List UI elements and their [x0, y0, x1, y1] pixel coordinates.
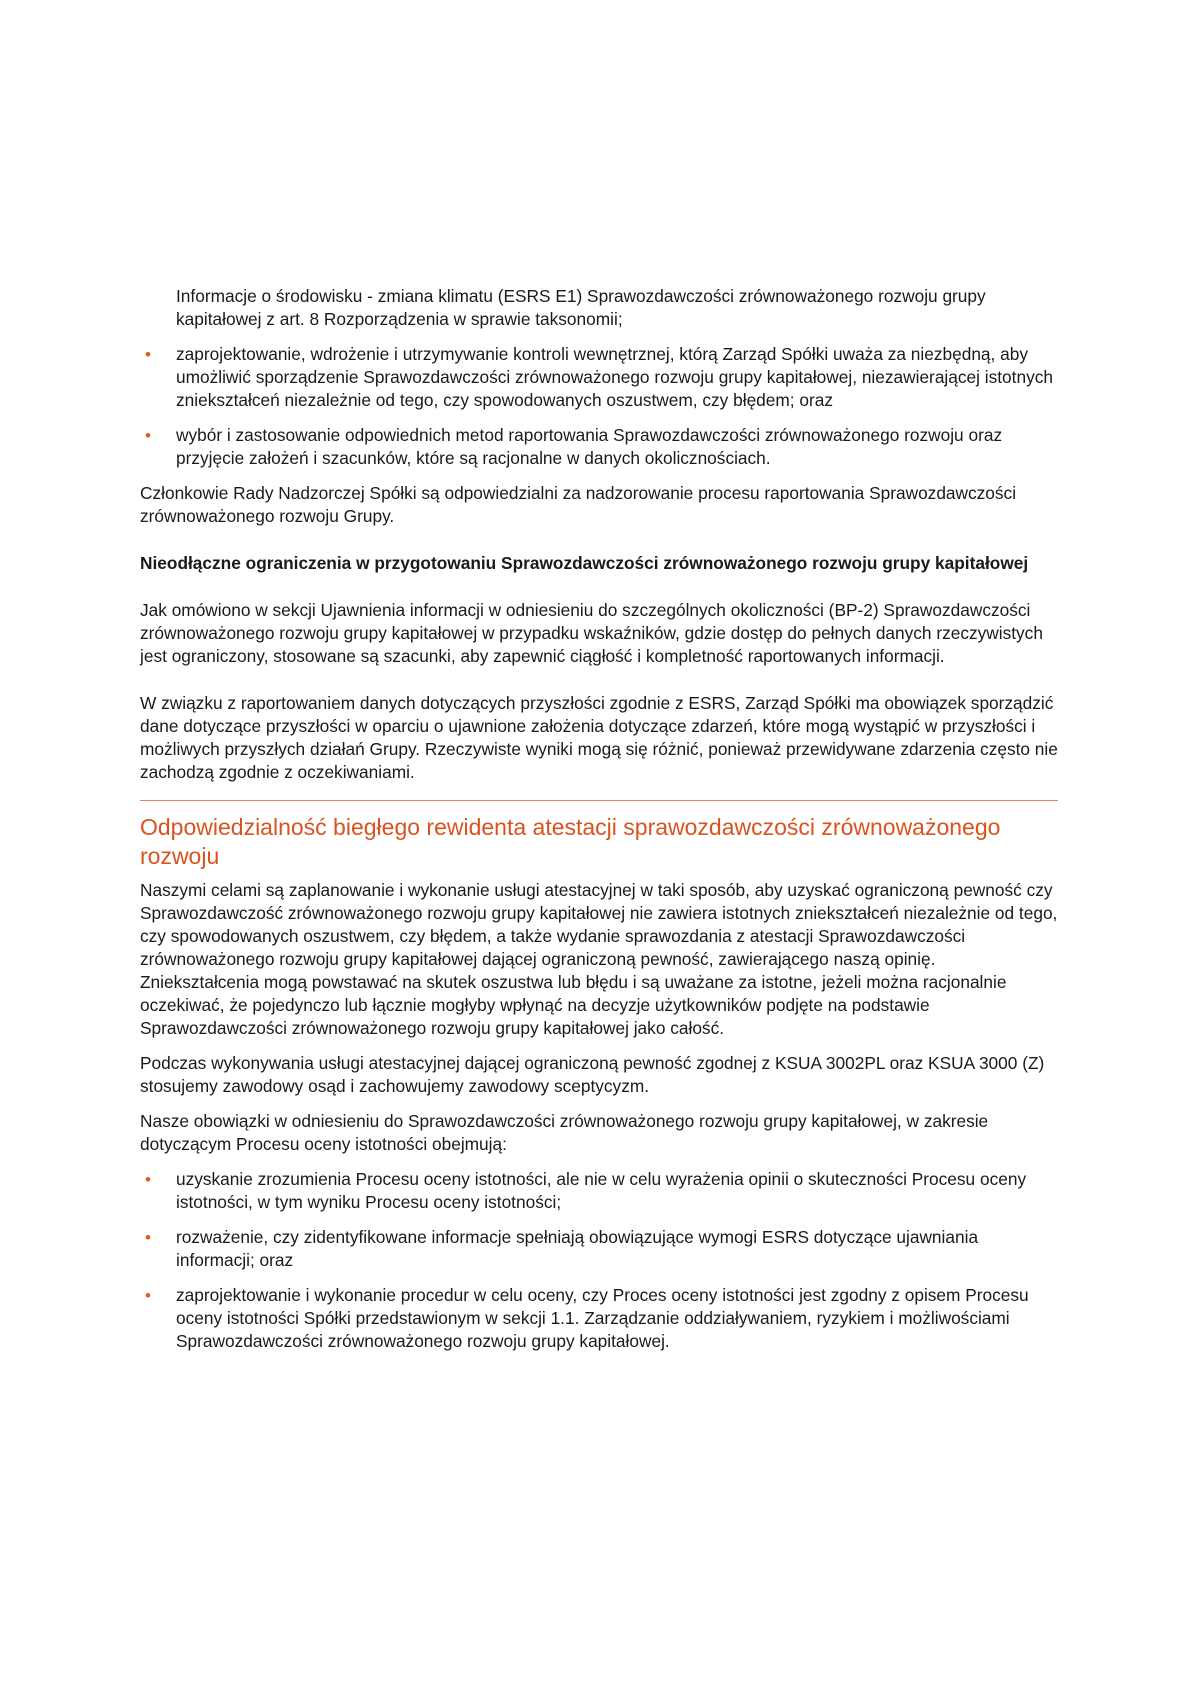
auditor-paragraph-1: Naszymi celami są zaplanowanie i wykonanie usługi atestacyjnej w taki sposób, aby uzyskać ograniczoną pewność czy Sprawozdawczość zrównoważonego rozwoju grupy kapitałowej nie zawiera istotnych zniekształceń niezależnie od tego, czy spowodowanych oszustwem, czy błędem, a także wydanie sprawozdania z atestacji Sprawozdawczości zrównoważonego rozwoju grupy kapitałowej dającej ograniczoną pewność, zawierającego naszą opinię. Zniekształcenia mogą powstawać na skutek oszustwa lub błędu i są uważane za istotne, jeżeli można racjonalnie oczekiwać, że pojedynczo lub łącznie mogłyby wpłynąć na decyzje użytkowników podjęte na podstawie Sprawozdawczości zrównoważonego rozwoju grupy kapitałowej jako całość.: [140, 880, 1058, 1038]
list-item: [140, 1284, 1058, 1353]
list-item-text: zaprojektowanie, wdrożenie i utrzymywanie kontroli wewnętrznej, którą Zarząd Spółki uważa za niezbędną, aby umożliwić sporządzenie Sprawozdawczości zrównoważonego rozwoju grupy kapitałowej, niezawierającej istotnych zniekształceń niezależnie od tego, czy spowodowanych oszustwem, czy błędem; oraz: [176, 344, 1053, 410]
bullet-icon: •: [145, 345, 151, 364]
list-item-text: uzyskanie zrozumienia Procesu oceny istotności, ale nie w celu wyrażenia opinii o skuteczności Procesu oceny istotności, w tym wyniku Procesu oceny istotności;: [176, 1169, 1027, 1212]
list-item: [140, 1226, 1058, 1272]
board-paragraph: Członkowie Rady Nadzorczej Spółki są odpowiedzialni za nadzorowanie procesu raportowania Sprawozdawczości zrównoważonego rozwoju Grupy.: [140, 483, 1017, 526]
limitations-paragraph-2: W związku z raportowaniem danych dotyczących przyszłości zgodnie z ESRS, Zarząd Spółki ma obowiązek sporządzić dane dotyczące przyszłości w oparciu o ujawnione założenia dotyczące zdarzeń, które mogą wystąpić w przyszłości i możliwych przyszłych działań Grupy. Rzeczywiste wyniki mogą się różnić, ponieważ przewidywane zdarzenia często nie zachodzą zgodnie z oczekiwaniami.: [140, 693, 1058, 782]
bullet-icon: •: [145, 1170, 151, 1189]
list-item: [140, 424, 1058, 470]
auditor-paragraph-2: Podczas wykonywania usługi atestacyjnej dającej ograniczoną pewność zgodnej z KSUA 3002PL oraz KSUA 3000 (Z) stosujemy zawodowy osąd i zachowujemy zawodowy sceptycyzm.: [140, 1053, 1045, 1096]
list-item: [140, 1168, 1058, 1214]
list-item-text: zaprojektowanie i wykonanie procedur w celu oceny, czy Proces oceny istotności jest zgodny z opisem Procesu oceny istotności Spółki przedstawionym w sekcji 1.1. Zarządzanie oddziaływaniem, ryzykiem i możliwościami Sprawozdawczości zrównoważonego rozwoju grupy kapitałowej.: [176, 1285, 1029, 1351]
bullet-icon: •: [145, 426, 151, 445]
limitations-paragraph-1: Jak omówiono w sekcji Ujawnienia informacji w odniesieniu do szczególnych okoliczności (BP-2) Sprawozdawczości zrównoważonego rozwoju grupy kapitałowej w przypadku wskaźników, gdzie dostęp do pełnych danych rzeczywistych jest ograniczony, stosowane są szacunki, aby zapewnić ciągłość i kompletność raportowanych informacji.: [140, 600, 1043, 666]
list-item-text: rozważenie, czy zidentyfikowane informacje spełniają obowiązujące wymogi ESRS dotyczące ujawniania informacji; oraz: [176, 1227, 979, 1270]
limitations-heading: Nieodłączne ograniczenia w przygotowaniu Sprawozdawczości zrównoważonego rozwoju grupy kapitałowej: [140, 553, 1029, 573]
continuation-list-item: Informacje o środowisku - zmiana klimatu (ESRS E1) Sprawozdawczości zrównoważonego rozwoju grupy kapitałowej z art. 8 Rozporządzenia w sprawie taksonomii;: [176, 286, 986, 329]
list-item: [140, 343, 1058, 412]
auditor-obligations-list: [140, 1168, 1058, 1353]
bullet-icon: •: [145, 1228, 151, 1247]
bullet-icon: •: [145, 1286, 151, 1305]
document-page: [140, 285, 1058, 1353]
management-responsibilities-list: [140, 343, 1058, 470]
auditor-paragraph-3: Nasze obowiązki w odniesieniu do Sprawozdawczości zrównoważonego rozwoju grupy kapitałowej, w zakresie dotyczącym Procesu oceny istotności obejmują:: [140, 1111, 989, 1154]
section-title: Odpowiedzialność biegłego rewidenta atestacji sprawozdawczości zrównoważonego rozwoju: [140, 814, 1001, 869]
list-item-text: wybór i zastosowanie odpowiednich metod raportowania Sprawozdawczości zrównoważonego rozwoju oraz przyjęcie założeń i szacunków, które są racjonalne w danych okolicznościach.: [176, 425, 1003, 468]
